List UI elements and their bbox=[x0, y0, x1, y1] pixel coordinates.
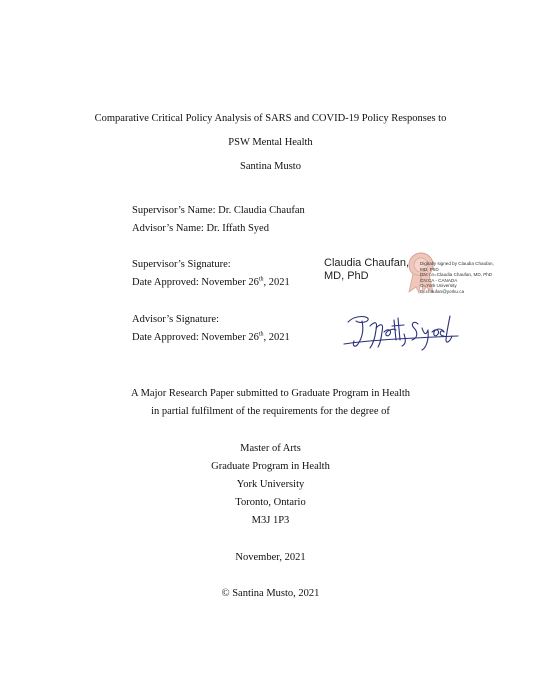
supervisor-name: Supervisor’s Name: Dr. Claudia Chaufan bbox=[132, 205, 305, 216]
digital-signature-detail-line: Digitally signed by Claudia Chaufan, bbox=[420, 261, 494, 266]
date-year: , 2021 bbox=[263, 277, 290, 288]
digital-signature-detail-line: E=chaufan@yorku.ca bbox=[420, 288, 465, 294]
advisor-signature-label: Advisor’s Signature: bbox=[132, 314, 220, 325]
supervisor-date-approved bbox=[132, 277, 290, 289]
postal-code: M3J 1P3 bbox=[251, 515, 290, 526]
supervisor-signature-label: Supervisor’s Signature: bbox=[132, 259, 231, 270]
author-name: Santina Musto bbox=[240, 161, 301, 172]
digital-signature-name bbox=[324, 257, 409, 283]
date-year: , 2021 bbox=[263, 332, 290, 343]
date-ordinal-suffix: th bbox=[258, 276, 264, 283]
program-name: Graduate Program in Health bbox=[211, 461, 330, 472]
document-title-line-2: PSW Mental Health bbox=[228, 137, 313, 148]
digital-signature-detail-line: DN: cn=Claudia Chaufan, MD, PhD bbox=[420, 272, 493, 278]
date-ordinal-suffix: th bbox=[258, 331, 264, 338]
submission-date: November, 2021 bbox=[235, 552, 306, 563]
digital-signature-details bbox=[420, 261, 494, 295]
date-prefix: Date Approved: November 26 bbox=[132, 332, 259, 343]
advisor-date-approved bbox=[132, 332, 290, 344]
digital-signature-name-line-2: MD, PhD bbox=[324, 270, 369, 282]
digital-signature-detail-line: MD, PhD bbox=[420, 266, 439, 272]
handwritten-signature-icon bbox=[340, 310, 462, 354]
city-province: Toronto, Ontario bbox=[235, 497, 306, 508]
university-name: York University bbox=[236, 479, 305, 490]
digital-signature-detail-line: O=York University bbox=[420, 283, 457, 289]
digital-signature-detail-line: CN:CA - CANADA bbox=[420, 277, 458, 283]
copyright-notice: © Santina Musto, 2021 bbox=[221, 588, 320, 599]
date-prefix: Date Approved: November 26 bbox=[132, 277, 259, 288]
advisor-name: Advisor’s Name: Dr. Iffath Syed bbox=[132, 223, 269, 234]
submission-statement-line-2: in partial fulfilment of the requirements for the degree of bbox=[151, 406, 390, 417]
degree-name: Master of Arts bbox=[240, 443, 301, 454]
document-title-line-1: Comparative Critical Policy Analysis of SARS and COVID-19 Policy Responses to bbox=[94, 113, 447, 124]
submission-statement-line-1: A Major Research Paper submitted to Graduate Program in Health bbox=[130, 388, 411, 399]
digital-signature-name-line-1: Claudia Chaufan, bbox=[324, 257, 410, 269]
